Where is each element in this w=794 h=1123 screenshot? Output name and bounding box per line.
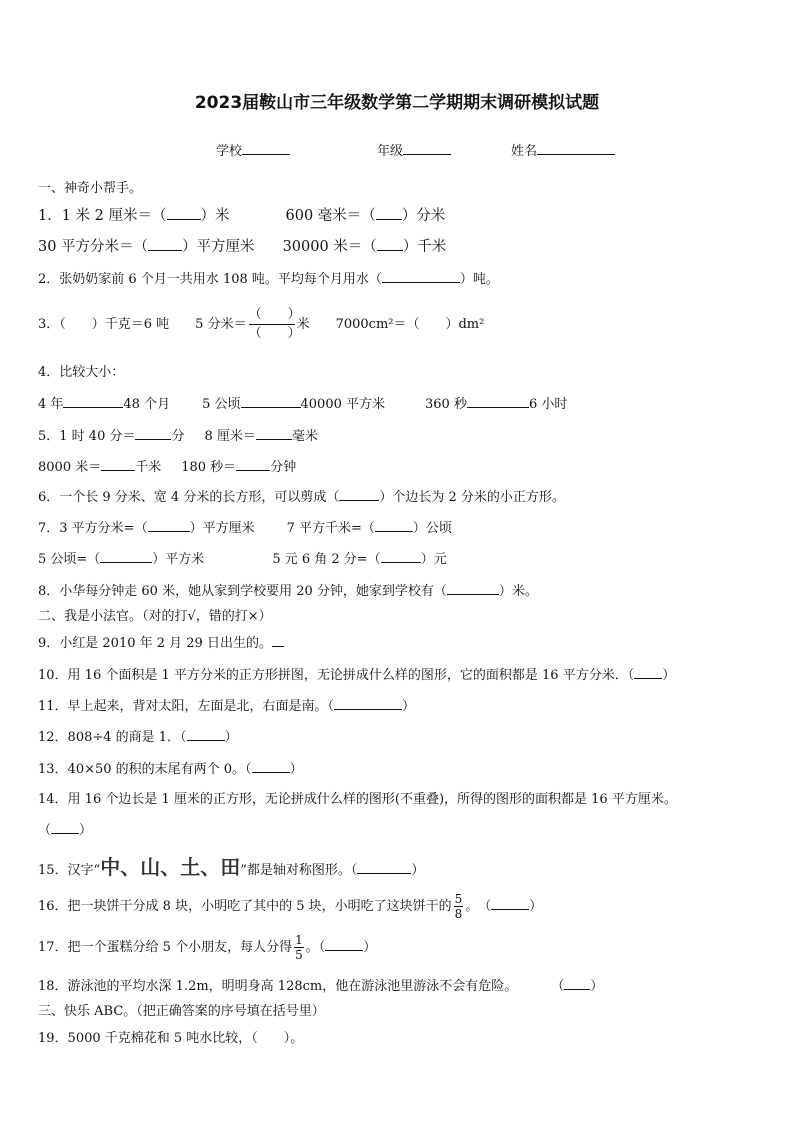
- question-7-row-1: [38, 519, 452, 538]
- answer-blank[interactable]: [357, 861, 411, 874]
- answer-blank[interactable]: [376, 207, 402, 220]
- answer-blank[interactable]: [382, 270, 460, 283]
- question-18: [38, 977, 603, 996]
- q7-text-f: ）平方米: [152, 552, 205, 567]
- answer-blank[interactable]: [334, 697, 402, 710]
- q9-text: 9．小红是 2010 年 2 月 29 日出生的。: [38, 636, 272, 651]
- answer-blank[interactable]: [51, 821, 79, 834]
- fraction-denominator: 8: [454, 907, 463, 921]
- q4-text-d: 40000 平方米: [300, 397, 385, 412]
- q17-text-b: 。（: [305, 940, 326, 955]
- q14-text-a: （: [38, 823, 52, 838]
- fraction-denominator: （ ）: [248, 326, 301, 341]
- q7-text-a: 7．3 平方分米=（: [38, 521, 148, 536]
- q15-text-c: ）: [411, 863, 425, 878]
- q2-text-a: 2．张奶奶家前 6 个月一共用水 108 吨。平均每个月用水（: [38, 272, 382, 287]
- answer-blank[interactable]: [325, 938, 363, 951]
- q7-text-e: 5 公顷=（: [38, 552, 101, 567]
- school-blank[interactable]: [242, 142, 290, 155]
- page-title: 2023届鞍山市三年级数学第二学期期末调研模拟试题: [194, 93, 600, 113]
- question-5-row-1: [38, 427, 318, 446]
- q15-characters: 中、山、土、田: [100, 855, 241, 879]
- answer-blank[interactable]: [381, 550, 421, 563]
- question-10: [38, 666, 675, 685]
- answer-blank[interactable]: [63, 395, 123, 408]
- q1-text-h: ）千米: [402, 239, 447, 255]
- question-7-row-2: [38, 550, 447, 569]
- q15-text-b: ”都是轴对称图形。（: [240, 863, 358, 878]
- q3-text-a: 3．（ ）千克＝6 吨 5 分米＝: [38, 317, 247, 332]
- fraction-5-8: [454, 892, 464, 921]
- q6-text-b: ）个边长为 2 分米的小正方形。: [379, 490, 565, 505]
- fraction-numerator: 5: [454, 892, 463, 906]
- question-4-heading: 4．比较大小：: [38, 365, 125, 380]
- answer-blank[interactable]: [339, 488, 379, 501]
- fraction-numerator: 1: [295, 933, 303, 947]
- q7-text-d: ）公顷: [412, 521, 452, 536]
- q1-text-f: ）平方厘米: [182, 239, 255, 255]
- q7-text-g: 5 元 6 角 2 分=（: [272, 552, 381, 567]
- question-16: [38, 890, 542, 924]
- q7-text-h: ）元: [420, 552, 447, 567]
- name-blank[interactable]: [537, 142, 615, 155]
- answer-blank[interactable]: [241, 395, 301, 408]
- q8-text-b: ）米。: [498, 584, 538, 599]
- q8-text-a: 8．小华每分钟走 60 米，她从家到学校要用 20 分钟，她家到学校有（: [38, 584, 447, 599]
- answer-blank[interactable]: [167, 207, 201, 220]
- q1-text-b: ）米: [200, 208, 230, 224]
- question-11: [38, 697, 415, 716]
- q5-text-a: 5．1 时 40 分＝: [38, 429, 136, 444]
- q1-text-e: 30 平方分米＝（: [38, 239, 149, 255]
- answer-blank[interactable]: [148, 238, 182, 251]
- answer-blank[interactable]: [272, 634, 284, 647]
- answer-blank[interactable]: [135, 427, 171, 440]
- question-1-row-1: [38, 207, 445, 225]
- question-15: [38, 855, 424, 883]
- q5-text-d: 毫米: [291, 429, 318, 444]
- q18-text-c: ）: [590, 979, 604, 994]
- q13-text-a: 13．40×50 的积的末尾有两个 0。（: [38, 762, 252, 777]
- q5-text-b: 分: [171, 429, 185, 444]
- q14-text-b: ）: [79, 823, 93, 838]
- q13-text-b: ）: [289, 762, 303, 777]
- fraction-blank[interactable]: [248, 306, 301, 343]
- answer-blank[interactable]: [447, 582, 499, 595]
- q3-text-b: 米 7000cm²＝（ ）dm²: [296, 317, 485, 332]
- q1-text-c: 600 毫米＝（: [285, 208, 376, 224]
- name-field: [511, 140, 615, 159]
- q16-text-b: 。 （: [465, 899, 492, 914]
- q1-text-g: 30000 米＝（: [282, 239, 377, 255]
- school-label: 学校: [216, 144, 243, 159]
- question-13: [38, 760, 303, 779]
- q12-text-a: 12．808÷4 的商是 1．（: [38, 730, 187, 745]
- question-14: 14．用 16 个边长是 1 厘米的正方形，无论拼成什么样的图形(不重叠)，所得的图形的面积都是 16 平方厘米。: [38, 792, 677, 807]
- q11-text-b: ）: [402, 699, 416, 714]
- q16-text-a: 16．把一块饼干分成 8 块，小明吃了其中的 5 块，小明吃了这块饼干的: [38, 899, 452, 914]
- grade-blank[interactable]: [403, 142, 451, 155]
- section-2-heading: 二、我是小法官。（对的打√，错的打×）: [38, 609, 272, 624]
- q4-text-f: 6 小时: [528, 397, 568, 412]
- question-19: 19．5000 千克棉花和 5 吨水比较，（ ）。: [38, 1031, 304, 1046]
- answer-blank[interactable]: [377, 238, 403, 251]
- answer-blank[interactable]: [375, 519, 413, 532]
- answer-blank[interactable]: [100, 550, 152, 563]
- fraction-1-5: [294, 933, 304, 962]
- q5-text-h: 分钟: [270, 460, 297, 475]
- q4-text-a: 4 年: [38, 397, 64, 412]
- question-9: [38, 634, 284, 653]
- section-1-heading: 一、神奇小帮手。: [38, 181, 143, 196]
- q17-text-c: ）: [363, 940, 377, 955]
- answer-blank[interactable]: [634, 666, 662, 679]
- grade-label: 年级: [377, 144, 404, 159]
- answer-blank[interactable]: [467, 395, 529, 408]
- question-4-items: [38, 395, 567, 414]
- name-label: 姓名: [511, 144, 538, 159]
- q10-text-b: ）: [662, 668, 676, 683]
- q18-text-a: 18．游泳池的平均水深 1.2m，明明身高 128cm，他在游泳池里游泳不会有危险。: [38, 979, 518, 994]
- answer-blank[interactable]: [564, 977, 590, 990]
- q11-text-a: 11．早上起来，背对太阳，左面是北，右面是南。（: [38, 699, 335, 714]
- question-12: [38, 728, 238, 747]
- q17-text-a: 17．把一个蛋糕分给 5 个小朋友，每人分得: [38, 940, 293, 955]
- q4-text-c: 5 公顷: [202, 397, 241, 412]
- q7-text-b: ）平方厘米: [189, 521, 255, 536]
- answer-blank[interactable]: [256, 427, 292, 440]
- question-1-row-2: [38, 238, 446, 256]
- q1-text-a: 1．1 米 2 厘米＝（: [38, 208, 167, 224]
- q5-text-c: 8 厘米＝: [204, 429, 256, 444]
- question-17: [38, 931, 376, 965]
- section-3-heading: 三、快乐 ABC。（把正确答案的序号填在括号里）: [38, 1004, 325, 1019]
- q4-text-e: 360 秒: [425, 397, 467, 412]
- answer-blank[interactable]: [148, 519, 190, 532]
- q5-text-g: 180 秒＝: [181, 460, 237, 475]
- answer-blank[interactable]: [187, 728, 225, 741]
- question-14-answer: [38, 821, 92, 840]
- q18-text-b: （: [551, 979, 565, 994]
- q12-text-b: ）: [224, 730, 238, 745]
- question-3: [38, 306, 484, 344]
- q1-text-d: ）分米: [401, 208, 446, 224]
- school-field: [216, 140, 290, 159]
- answer-blank[interactable]: [101, 458, 135, 471]
- q2-text-b: ）吨。: [459, 272, 499, 287]
- answer-blank[interactable]: [236, 458, 270, 471]
- question-5-row-2: [38, 458, 296, 477]
- answer-blank[interactable]: [252, 760, 290, 773]
- question-2: [38, 270, 499, 289]
- q16-text-c: ）: [529, 899, 543, 914]
- grade-field: [377, 140, 451, 159]
- q15-text-a: 15．汉字“: [38, 863, 101, 878]
- question-6: [38, 488, 565, 507]
- question-8: [38, 582, 538, 601]
- fraction-denominator: 5: [295, 948, 303, 962]
- q10-text-a: 10．用 16 个面积是 1 平方分米的正方形拼图，无论拼成什么样的图形，它的面积都是 16 平方分米．（: [38, 668, 635, 683]
- fraction-numerator: （ ）: [249, 306, 295, 325]
- q5-text-e: 8000 米＝: [38, 460, 102, 475]
- q6-text-a: 6．一个长 9 分米、宽 4 分米的长方形，可以剪成（: [38, 490, 340, 505]
- q7-text-c: 7 平方千米=（: [286, 521, 375, 536]
- answer-blank[interactable]: [491, 897, 529, 910]
- q5-text-f: 千米: [135, 460, 162, 475]
- q4-text-b: 48 个月: [123, 397, 171, 412]
